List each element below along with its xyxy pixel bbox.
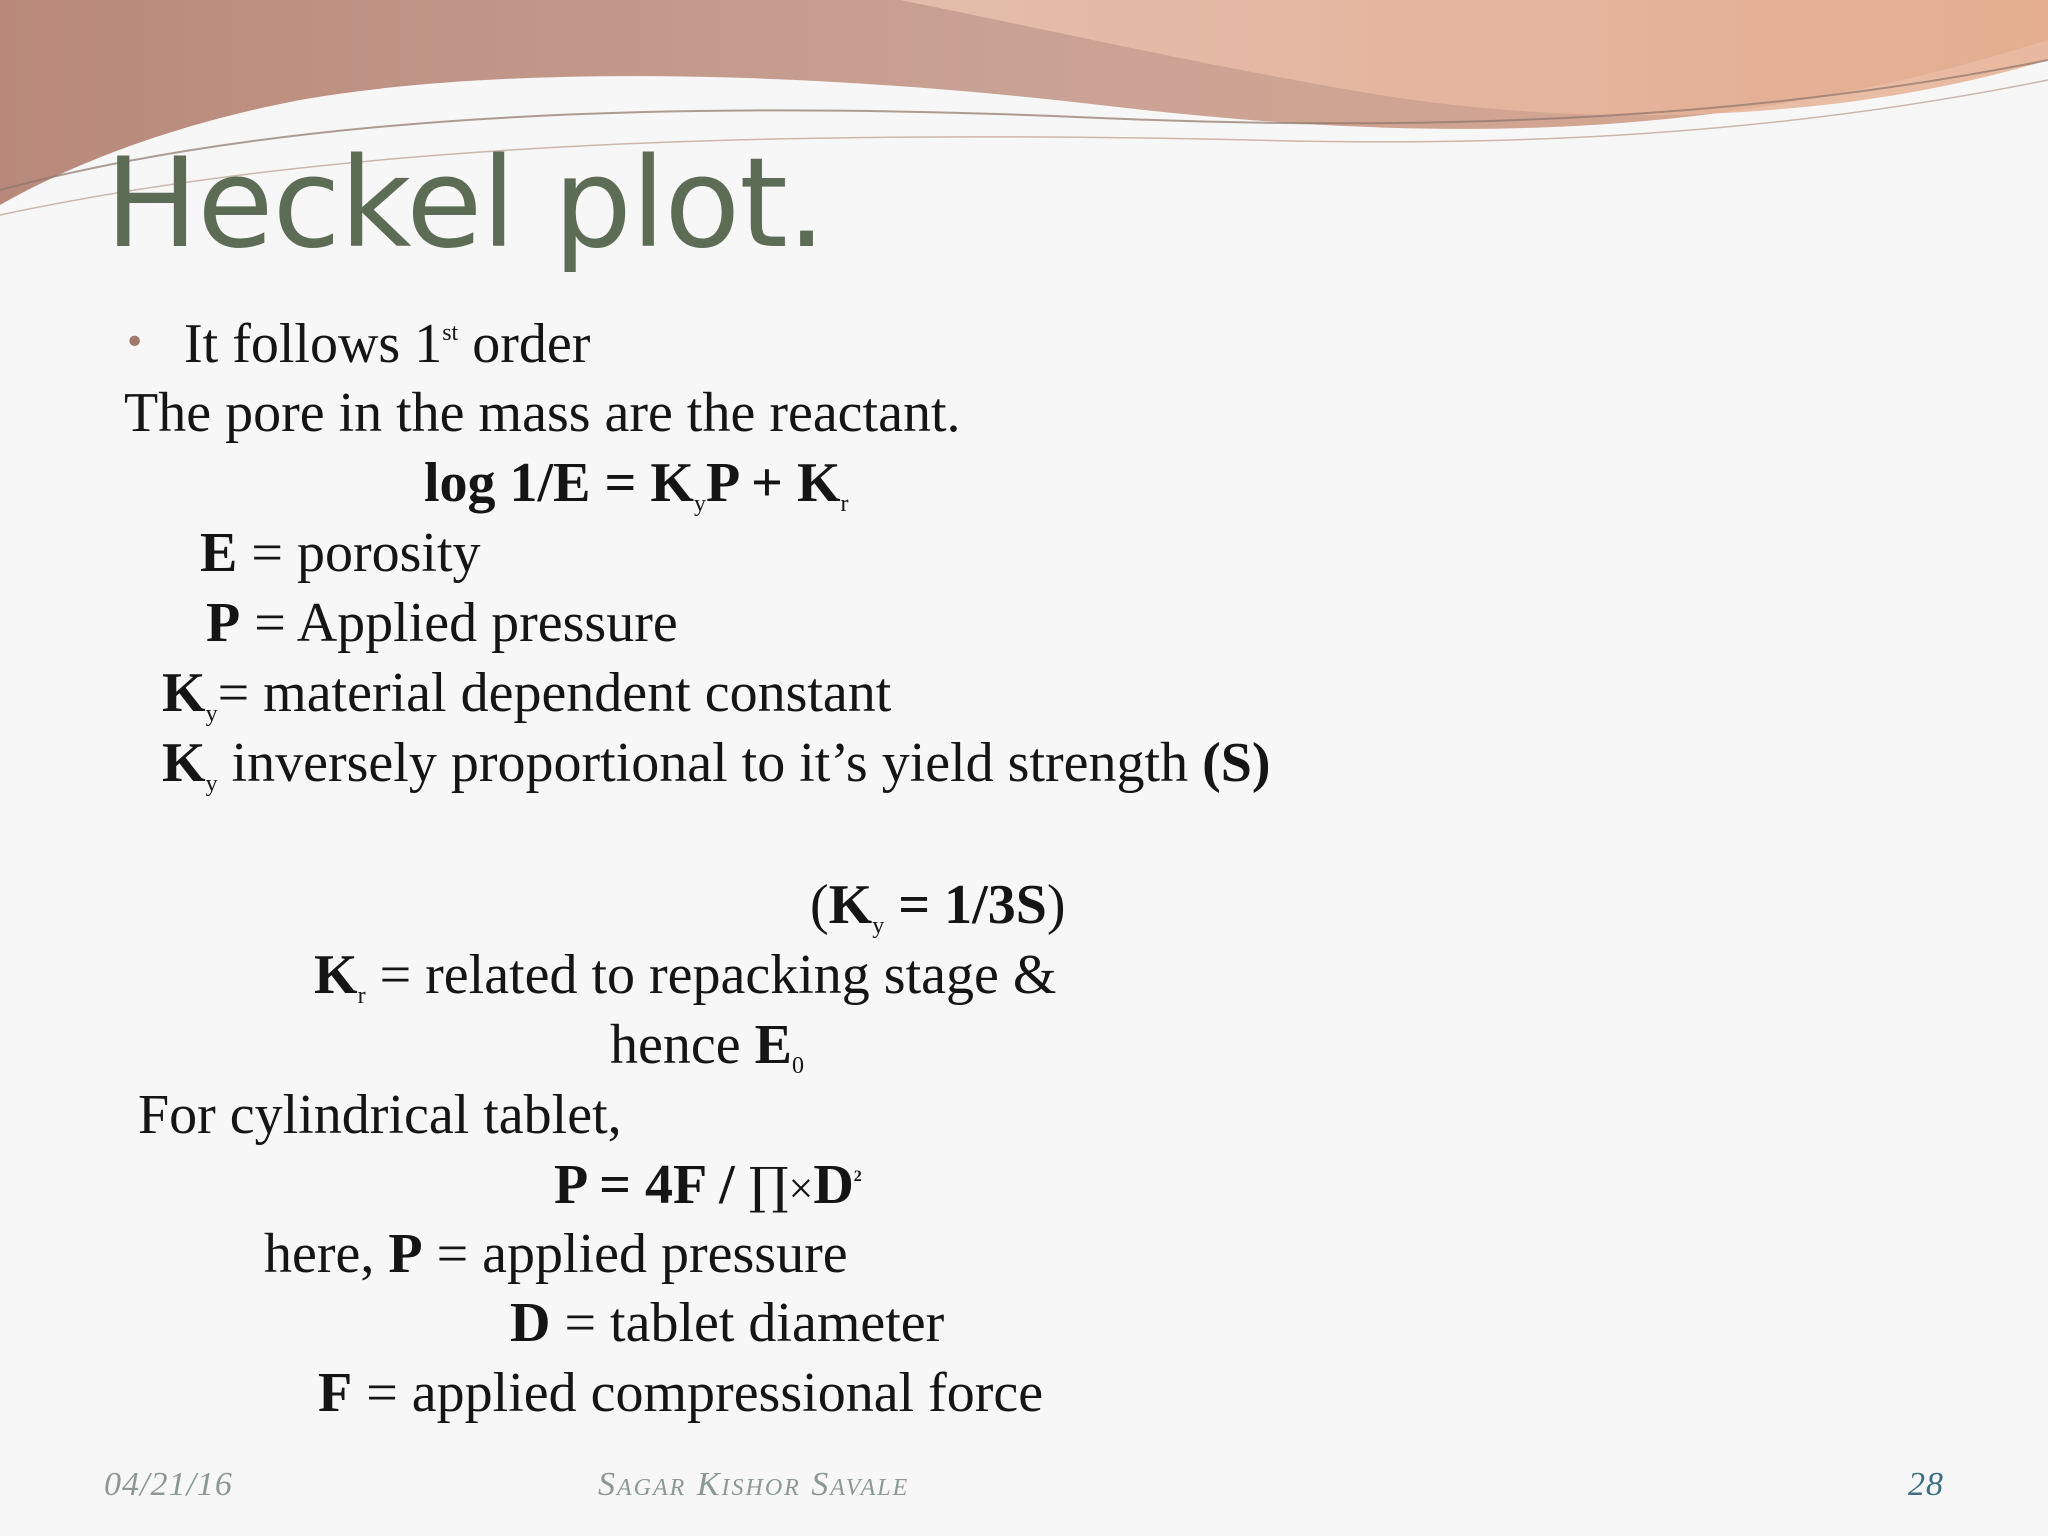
slide-title: Heckel plot. xyxy=(105,132,826,276)
equation-ky-yield: $(K_y = 1/3S)$ xyxy=(810,874,1066,939)
definition-pressure: P = Applied pressure xyxy=(206,592,678,654)
bullet-first-order: It follows 1st order xyxy=(184,313,591,375)
footer-page-number: 28 xyxy=(1908,1466,1944,1503)
definition-porosity: E = porosity xyxy=(200,522,481,584)
definition-ky: $K_y=$ material dependent constant xyxy=(162,662,892,727)
pressure-equation: $P = 4F / \prod\times D^2$ xyxy=(554,1154,862,1216)
definition-kr-continued: hence $E_0$ xyxy=(610,1014,804,1079)
footer-date: 04/21/16 xyxy=(104,1466,233,1503)
definition-diameter: D = tablet diameter xyxy=(510,1292,945,1354)
definition-ky-yield: $K_y$ inversely proportional to it’s yield strength (S) xyxy=(162,732,1271,797)
footer-author: Sagar Kishor Savale xyxy=(598,1466,910,1503)
text-pore-reactant: The pore in the mass are the reactant. xyxy=(124,382,961,444)
bullet-dot-icon: • xyxy=(124,322,146,363)
heckel-equation: $\log 1/E = K_yP + K_r$ xyxy=(424,452,849,517)
text-cylindrical-tablet: For cylindrical tablet, xyxy=(138,1084,622,1146)
definition-applied-pressure: here, P = applied pressure xyxy=(264,1223,848,1285)
definition-kr: $K_r$ = related to repacking stage & xyxy=(314,944,1057,1009)
definition-force: F = applied compressional force xyxy=(318,1362,1044,1424)
